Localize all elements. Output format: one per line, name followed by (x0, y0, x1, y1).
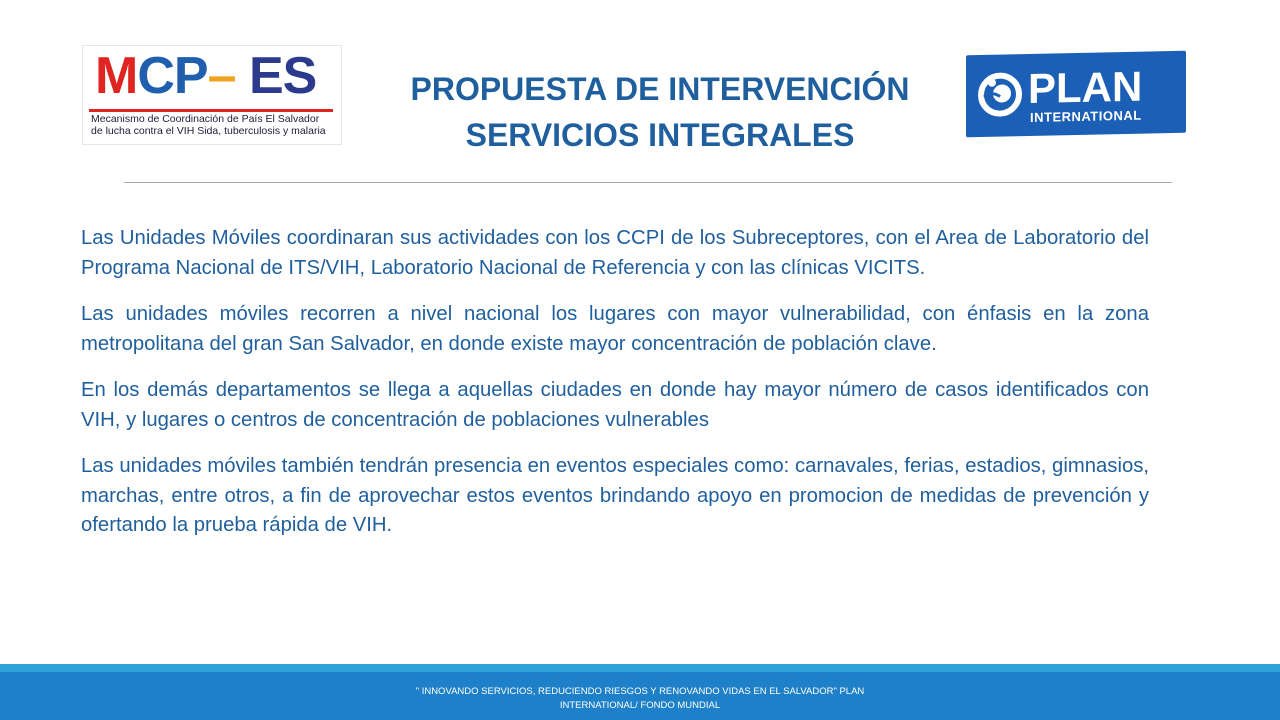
slide-title-line1: PROPUESTA DE INTERVENCIÓN (410, 71, 910, 107)
mcp-logo-rule (89, 109, 333, 112)
body-paragraph: Las unidades móviles también tendrán presencia en eventos especiales como: carnavales, ferias, estadios, gimnasios, marchas, entre otros, a fin de aprovechar estos eventos brindando apoyo en promocion de medidas de prevención y ofertando la prueba rápida de VIH. (81, 455, 1149, 536)
plan-logo-word: PLAN (1028, 62, 1143, 113)
footer-line2: INTERNATIONAL/ FONDO MUNDIAL (559, 700, 721, 711)
slide-title-line2: SERVICIOS INTEGRALES (465, 117, 855, 153)
footer-text (380, 685, 900, 713)
mcp-logo-dash: – (207, 47, 236, 105)
footer-line1: " INNOVANDO SERVICIOS, REDUCIENDO RIESGOS Y RENOVANDO VIDAS EN EL SALVADOR" PLAN (415, 686, 865, 697)
body-paragraph: En los demás departamentos se llega a aquellas ciudades en donde hay mayor número de casos identificados con VIH, y lugares o centros de concentración de poblaciones vulnerables (81, 379, 1149, 431)
footer-bar (0, 672, 1280, 720)
body-content (81, 224, 1149, 558)
title-divider (124, 182, 1172, 183)
mcp-es-logo (82, 45, 342, 145)
body-paragraph: Las unidades móviles recorren a nivel nacional los lugares con mayor vulnerabilidad, con énfasis en la zona metropolitana del gran San Salvador, en donde existe mayor concentración de población clave. (81, 303, 1149, 355)
mcp-logo-caption-line1: Mecanismo de Coordinación de País El Salvador (91, 113, 320, 125)
plan-international-logo (966, 51, 1186, 138)
mcp-logo-cp: CP (137, 47, 208, 105)
mcp-logo-es: ES (235, 47, 317, 105)
slide-title (360, 66, 960, 158)
body-paragraph: Las Unidades Móviles coordinaran sus actividades con los CCPI de los Subreceptores, con el Area de Laboratorio del Programa Nacional de ITS/VIH, Laboratorio Nacional de Referencia y con las clínicas VICITS. (81, 227, 1149, 279)
plan-logo-sub: INTERNATIONAL (1030, 107, 1142, 125)
mcp-logo-caption (91, 113, 339, 137)
mcp-logo-m: M (95, 47, 138, 105)
plan-emblem-icon (978, 72, 1022, 117)
mcp-es-logo-wordmark (95, 47, 317, 105)
footer-accent-bar (0, 664, 1280, 672)
mcp-logo-caption-line2: de lucha contra el VIH Sida, tuberculosis y malaria (91, 125, 326, 137)
